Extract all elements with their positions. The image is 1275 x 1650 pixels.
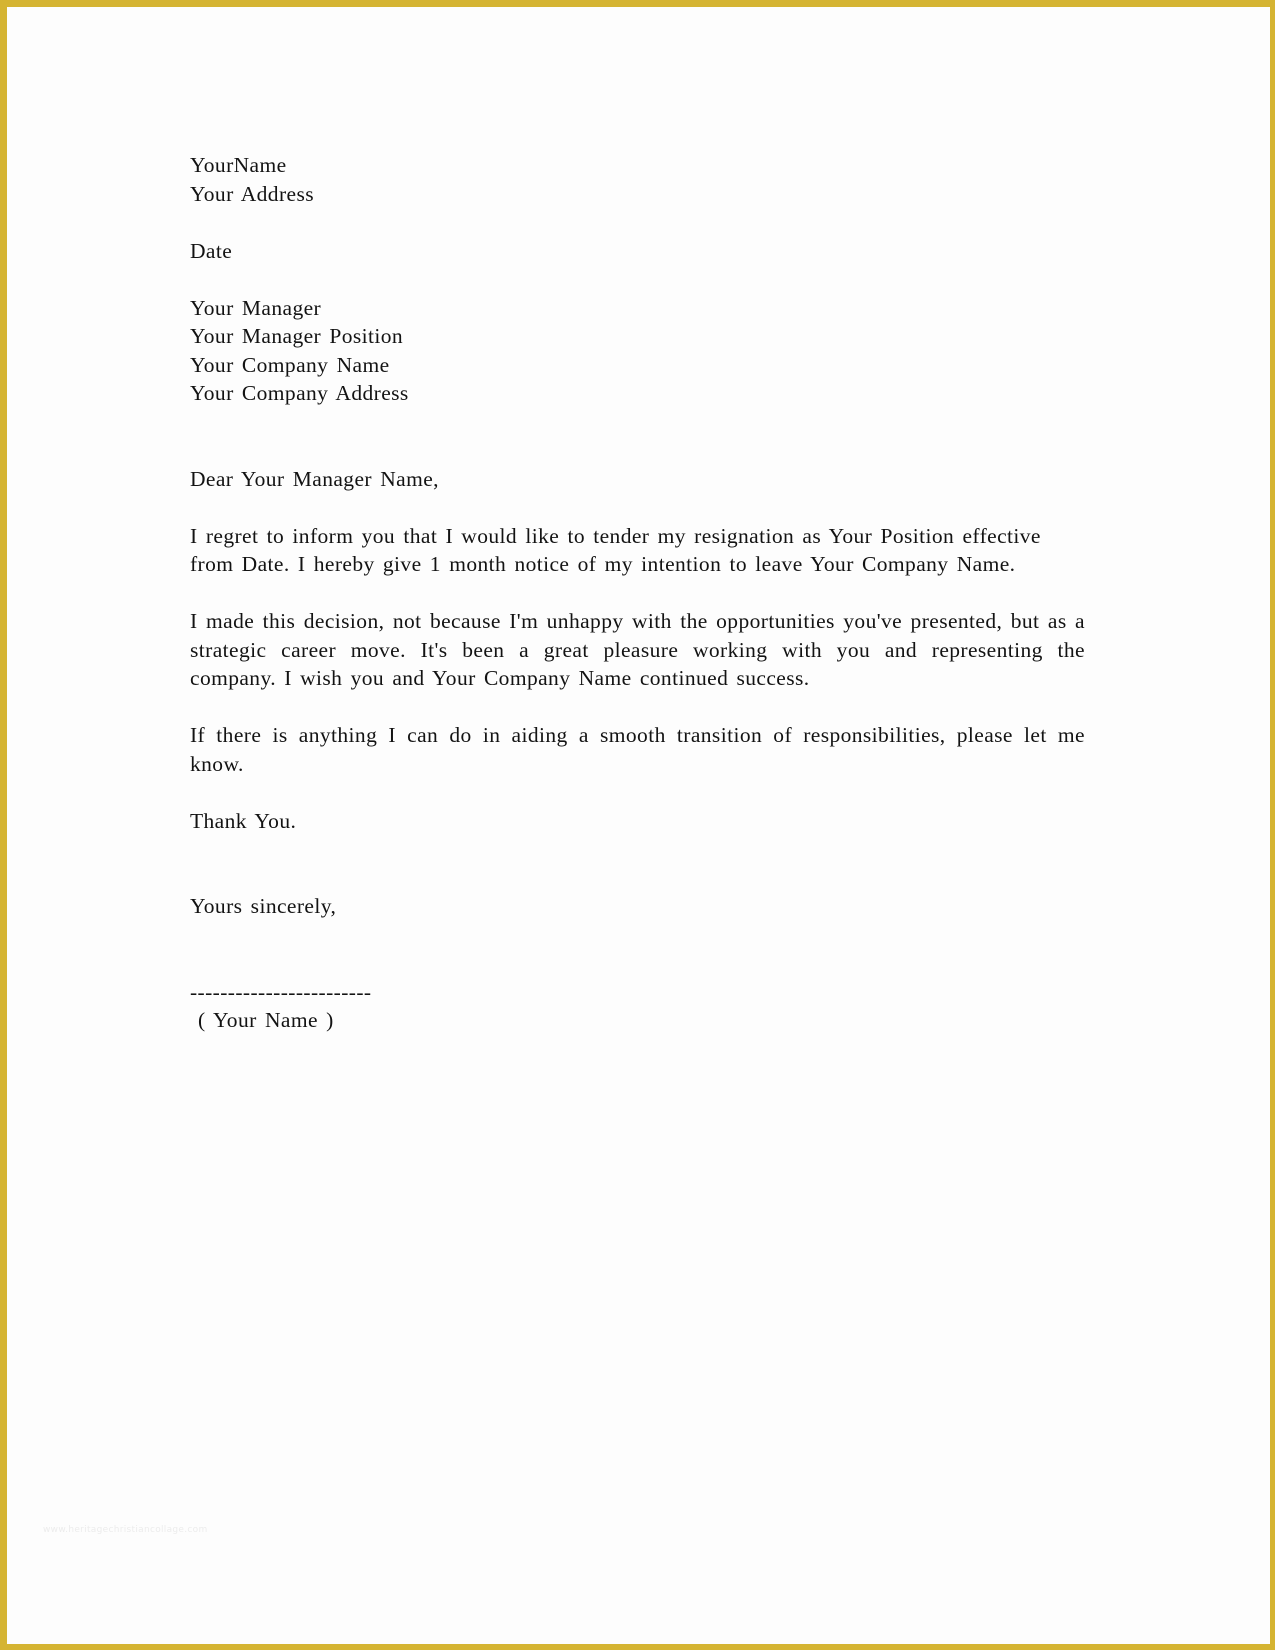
sender-address: Your Address xyxy=(190,181,314,206)
salutation: Dear Your Manager Name, xyxy=(190,466,439,491)
recipient-manager: Your Manager xyxy=(190,295,322,320)
recipient-company-name: Your Company Name xyxy=(190,352,390,377)
recipient-company-address: Your Company Address xyxy=(190,381,409,405)
body-paragraph-3: If there is anything I can do in aiding a smooth transition of responsibilities, please let me know. xyxy=(190,723,1085,776)
sender-name: YourName xyxy=(190,153,287,177)
closing-line: Yours sincerely, xyxy=(190,894,337,918)
recipient-manager-position: Your Manager Position xyxy=(190,324,404,348)
body-paragraph-2: I made this decision, not because I'm unhappy with the opportunities you've presented, but as a strategic career move. It's been a great pleasure working with you and representing the company. I wish you and Your Company Name continued success. xyxy=(190,609,1085,690)
recipient-block xyxy=(190,294,1085,408)
sender-block xyxy=(190,151,1085,208)
body-paragraph-1: I regret to inform you that I would like to tender my resignation as Your Position effective from Date. I hereby give 1 month notice of my intention to leave Your Company Name. xyxy=(190,523,1041,576)
signature-name: ( Your Name ) xyxy=(198,1008,334,1032)
signature-dash-line: ------------------------ xyxy=(190,979,372,1004)
date-line: Date xyxy=(190,238,233,263)
resignation-letter-document xyxy=(7,7,1270,1035)
watermark-url: www.heritagechristiancollage.com xyxy=(43,1525,208,1535)
thank-you-line: Thank You. xyxy=(190,808,297,833)
